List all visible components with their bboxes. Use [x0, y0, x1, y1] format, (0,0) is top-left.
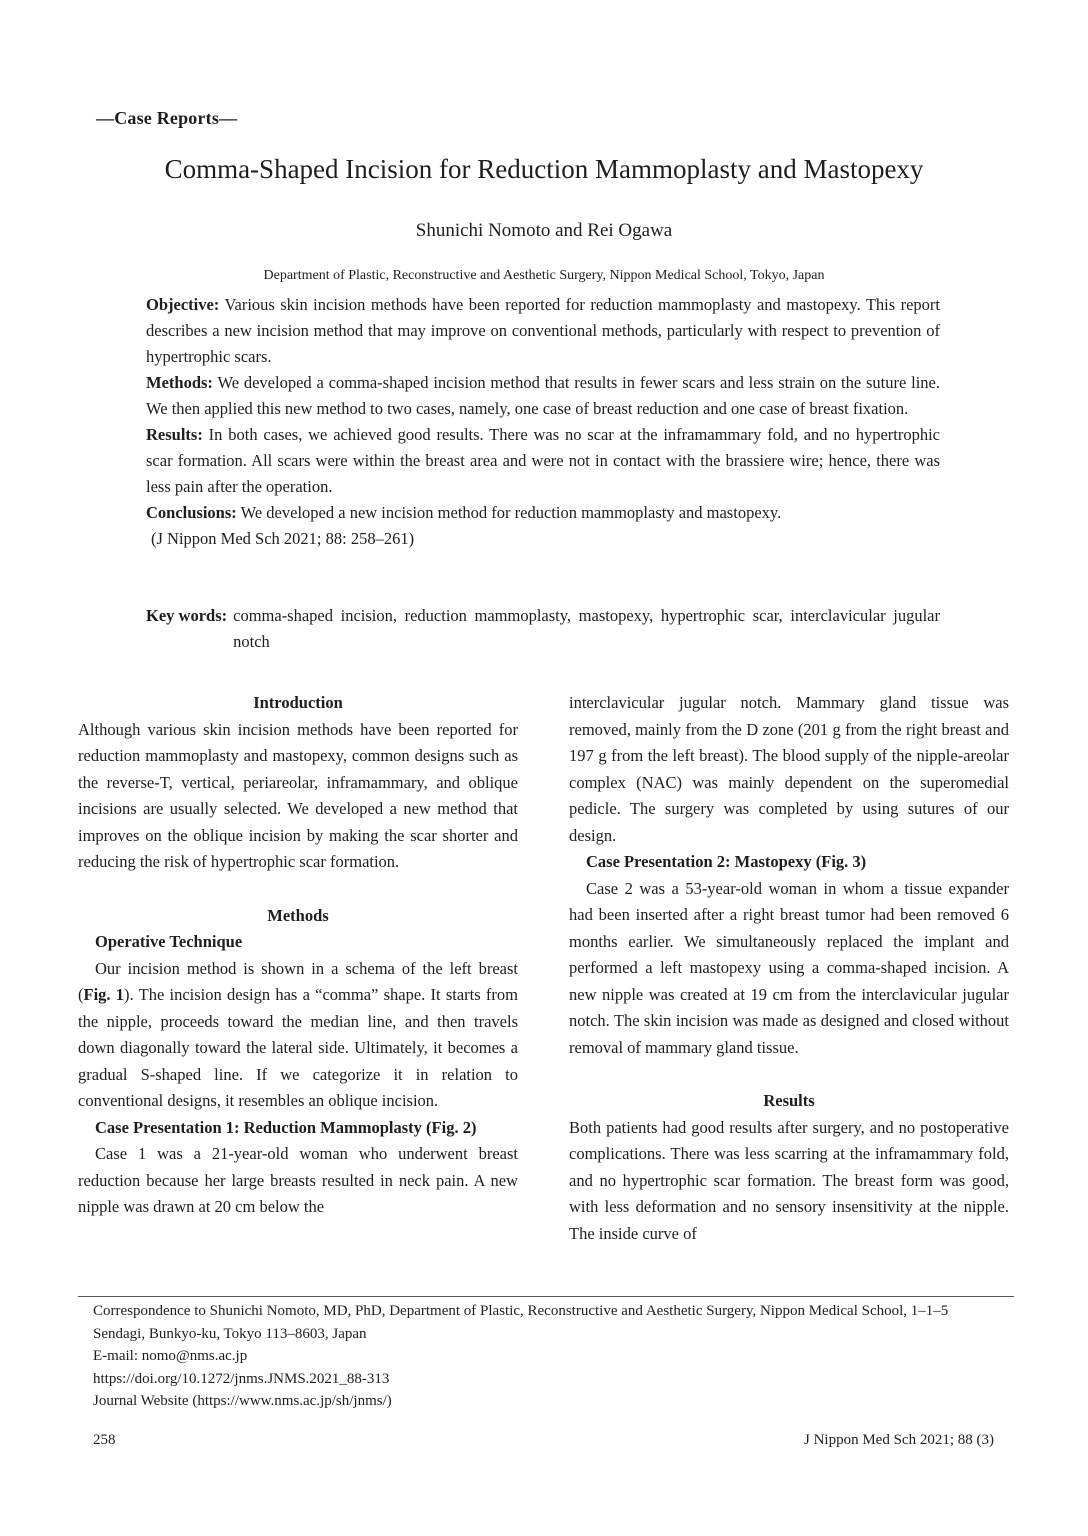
- case1-heading: Case Presentation 1: Reduction Mammoplasty (Fig. 2): [95, 1117, 477, 1137]
- methods-label: Methods:: [146, 373, 213, 392]
- right-column: [569, 690, 1009, 1247]
- conclusions-text: We developed a new incision method for reduction mammoplasty and mastopexy.: [240, 503, 782, 522]
- footnote-divider: [78, 1296, 1014, 1297]
- results-paragraph: Both patients had good results after surgery, and no postoperative complications. There was less scarring at the inframammary fold, and no hypertrophic scar formation. The breast form was good, with less deformation and no sensory insensitivity at the nipple. The inside curve of: [569, 1117, 1009, 1243]
- operative-paragraph: Our incision method is shown in a schema of the left breast (Fig. 1). The incision design has a “comma” shape. It starts from the nipple, proceeds toward the median line, and then travels down diagonally toward the lateral side. Ultimately, it becomes a gradual S-shaped line. If we categorize it in relation to conventional designs, it resembles an oblique incision.: [78, 958, 518, 1110]
- conclusions-label: Conclusions:: [146, 503, 237, 522]
- case1-continuation: interclavicular jugular notch. Mammary gland tissue was removed, mainly from the D zone (201 g from the right breast and 197 g from the left breast). The blood supply of the nipple-areolar complex (NAC) was mainly dependent on the superomedial pedicle. The surgery was completed by using sutures of our design.: [569, 693, 1009, 845]
- abstract: [146, 292, 940, 552]
- keywords-label: Key words:: [146, 606, 228, 625]
- results-text: In both cases, we achieved good results. There was no scar at the inframammary fold, and no hypertrophic scar formation. All scars were within the breast area and were not in contact with the brassiere wire; hence, there was less pain after the operation.: [146, 425, 940, 496]
- keywords-text: comma-shaped incision, reduction mammoplasty, mastopexy, hypertrophic scar, interclavicular jugular notch: [233, 606, 940, 651]
- objective-text: Various skin incision methods have been reported for reduction mammoplasty and mastopexy. This report describes a new incision method that may improve on conventional methods, particularly with respect to prevention of hypertrophic scars.: [146, 295, 940, 366]
- journal-reference: J Nippon Med Sch 2021; 88 (3): [804, 1432, 994, 1448]
- methods-heading: Methods: [267, 905, 329, 925]
- footnote: [93, 1300, 1003, 1413]
- keywords: [146, 603, 940, 655]
- correspondence: Correspondence to Shunichi Nomoto, MD, PhD, Department of Plastic, Reconstructive and Aesthetic Surgery, Nippon Medical School, 1‒1‒5 Sendagi, Bunkyo-ku, Tokyo 113‒8603, Japan: [93, 1303, 949, 1342]
- case2-heading: Case Presentation 2: Mastopexy (Fig. 3): [586, 852, 867, 871]
- abstract-methods: [146, 370, 940, 422]
- results-label: Results:: [146, 425, 203, 444]
- journal-website[interactable]: Journal Website (https://www.nms.ac.jp/sh/jnms/): [93, 1393, 392, 1409]
- abstract-results: [146, 422, 940, 500]
- case1-paragraph: Case 1 was a 21-year-old woman who underwent breast reduction because her large breasts resulted in neck pain. A new nipple was drawn at 20 cm below the: [78, 1144, 518, 1216]
- paper-title: Comma-Shaped Incision for Reduction Mammoplasty and Mastopexy: [164, 154, 924, 184]
- operative-heading: Operative Technique: [95, 932, 243, 951]
- citation: (J Nippon Med Sch 2021; 88: 258‒261): [151, 529, 415, 548]
- left-column: [78, 690, 518, 1221]
- case2-paragraph: Case 2 was a 53-year-old woman in whom a tissue expander had been inserted after a right breast tumor had been removed 6 months earlier. We simultaneously replaced the implant and performed a left mastopexy using a comma-shaped incision. A new nipple was created at 19 cm from the interclavicular jugular notch. The skin incision was made as designed and closed without removal of mammary gland tissue.: [569, 878, 1009, 1057]
- abstract-conclusions: [146, 500, 940, 526]
- objective-label: Objective:: [146, 295, 220, 314]
- abstract-objective: [146, 292, 940, 370]
- authors: Shunichi Nomoto and Rei Ogawa: [415, 220, 673, 241]
- results-heading: Results: [763, 1091, 815, 1110]
- affiliation: Department of Plastic, Reconstructive and Aesthetic Surgery, Nippon Medical School, Tokyo, Japan: [263, 268, 825, 283]
- methods-text: We developed a comma-shaped incision method that results in fewer scars and less strain on the suture line. We then applied this new method to two cases, namely, one case of breast reduction and one case of breast fixation.: [146, 373, 941, 418]
- intro-paragraph: Although various skin incision methods have been reported for reduction mammoplasty and mastopexy, common designs such as the reverse-T, vertical, periareolar, inframammary, and oblique incisions are usually selected. We developed a new method that improves on the oblique incision by making the scar shorter and reducing the risk of hypertrophic scar formation.: [78, 719, 518, 871]
- doi-link[interactable]: https://doi.org/10.1272/jnms.JNMS.2021_88-313: [93, 1370, 390, 1387]
- email: E-mail: nomo@nms.ac.jp: [93, 1348, 248, 1364]
- page-number: 258: [93, 1432, 116, 1448]
- section-tag: —Case Reports—: [96, 108, 238, 128]
- intro-heading: Introduction: [253, 693, 343, 712]
- fig1-ref: Fig. 1: [83, 985, 125, 1004]
